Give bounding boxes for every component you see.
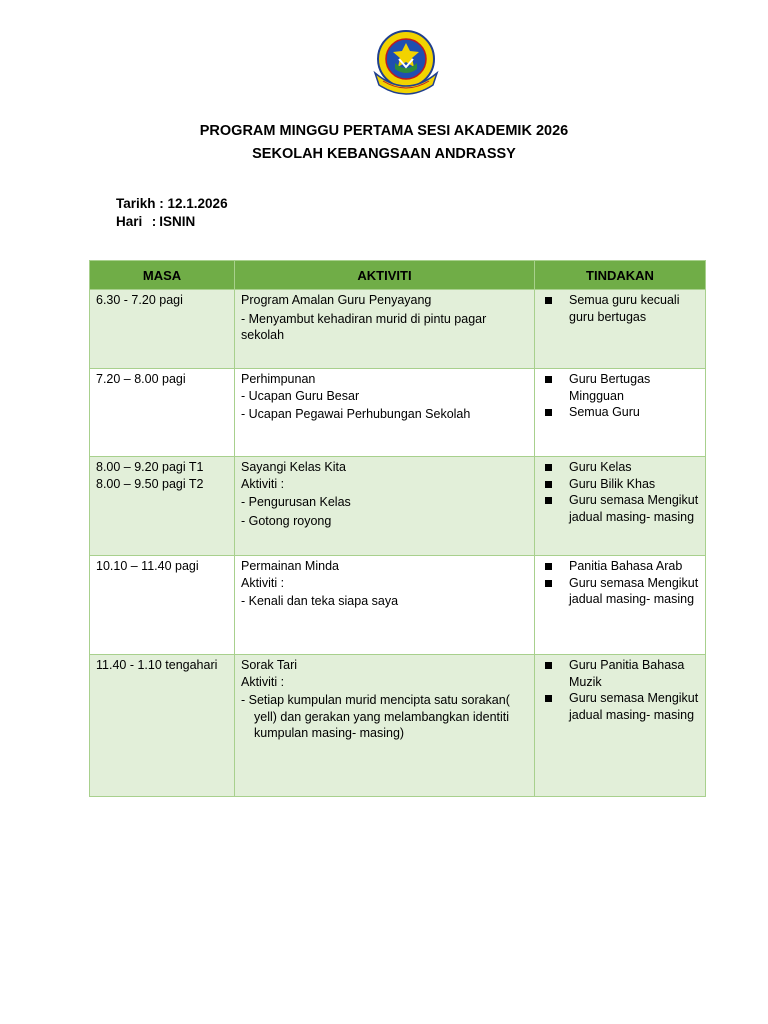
- masa-cell: [90, 655, 235, 797]
- masa-text: 6.30 - 7.20 pagi: [96, 293, 183, 307]
- masa-text: 8.00 – 9.20 pagi T1: [96, 460, 204, 474]
- table-row: [90, 369, 706, 457]
- aktiviti-line: - Ucapan Guru Besar: [241, 388, 360, 403]
- masa-text: 11.40 - 1.10 tengahari: [96, 658, 218, 672]
- aktiviti-cell: [235, 556, 535, 655]
- table-row: [90, 457, 706, 556]
- tindakan-cell: [535, 290, 706, 369]
- masa-text: 10.10 – 11.40 pagi: [96, 559, 199, 573]
- aktiviti-cell: [235, 290, 535, 369]
- table-row: [90, 290, 706, 369]
- tindakan-cell: [535, 369, 706, 457]
- page-title-line1: PROGRAM MINGGU PERTAMA SESI AKADEMIK 2026: [199, 123, 569, 139]
- aktiviti-line: - Pengurusan Kelas: [241, 495, 351, 509]
- aktiviti-title: Permainan Minda: [241, 559, 339, 573]
- list-item: Guru Bilik Khas: [541, 476, 699, 493]
- tindakan-cell: [535, 457, 706, 556]
- day-label: Hari: [116, 214, 143, 229]
- page-title-line2: SEKOLAH KEBANGSAAN ANDRASSY: [252, 146, 516, 162]
- masa-cell: [90, 290, 235, 369]
- list-item: Guru Bertugas Mingguan: [541, 371, 699, 404]
- list-item: Panitia Bahasa Arab: [541, 558, 699, 575]
- header-tindakan: TINDAKAN: [535, 261, 706, 290]
- day-line: Hari : ISNIN: [116, 214, 196, 229]
- aktiviti-label: Aktiviti :: [241, 575, 285, 590]
- list-item: Guru Kelas: [541, 459, 699, 476]
- masa-text: 8.00 – 9.50 pagi T2: [96, 476, 204, 491]
- aktiviti-cell: [235, 369, 535, 457]
- aktiviti-line: - Menyambut kehadiran murid di pintu pagar sekolah: [241, 311, 487, 342]
- header-masa: MASA: [90, 261, 235, 290]
- aktiviti-label: Aktiviti :: [241, 674, 285, 689]
- header-aktiviti: AKTIVITI: [235, 261, 535, 290]
- list-item: Guru Panitia Bahasa Muzik: [541, 657, 699, 690]
- list-item: Guru semasa Mengikut jadual masing- masing: [541, 690, 699, 723]
- masa-text: 7.20 – 8.00 pagi: [96, 372, 186, 386]
- table-row: [90, 655, 706, 797]
- aktiviti-line: - Setiap kumpulan murid mencipta satu sorakan( yell) dan gerakan yang melambangkan identiti kumpulan masing- masing): [241, 693, 510, 740]
- tindakan-cell: [535, 655, 706, 797]
- list-item: Semua guru kecuali guru bertugas: [541, 292, 699, 325]
- schedule-table: [89, 260, 706, 797]
- aktiviti-label: Aktiviti :: [241, 476, 285, 491]
- aktiviti-line: - Ucapan Pegawai Perhubungan Sekolah: [241, 407, 471, 421]
- aktiviti-cell: [235, 655, 535, 797]
- masa-cell: [90, 369, 235, 457]
- aktiviti-line: - Gotong royong: [241, 513, 332, 528]
- date-value: 12.1.2026: [167, 196, 228, 211]
- date-label: Tarikh: [116, 196, 156, 211]
- aktiviti-cell: [235, 457, 535, 556]
- masa-cell: [90, 556, 235, 655]
- aktiviti-title: Sorak Tari: [241, 658, 298, 672]
- list-item: Guru semasa Mengikut jadual masing- masing: [541, 575, 699, 608]
- list-item: Semua Guru: [541, 404, 699, 421]
- table-row: [90, 556, 706, 655]
- day-value: ISNIN: [159, 214, 196, 229]
- list-item: Guru semasa Mengikut jadual masing- masing: [541, 492, 699, 525]
- aktiviti-title: Perhimpunan: [241, 372, 316, 386]
- aktiviti-title: Program Amalan Guru Penyayang: [241, 293, 432, 307]
- school-crest-icon: [371, 29, 441, 97]
- date-line: Tarikh : 12.1.2026: [116, 196, 228, 211]
- aktiviti-line: - Kenali dan teka siapa saya: [241, 594, 399, 608]
- table-header-row: [90, 261, 706, 290]
- masa-cell: [90, 457, 235, 556]
- tindakan-cell: [535, 556, 706, 655]
- aktiviti-title: Sayangi Kelas Kita: [241, 460, 346, 474]
